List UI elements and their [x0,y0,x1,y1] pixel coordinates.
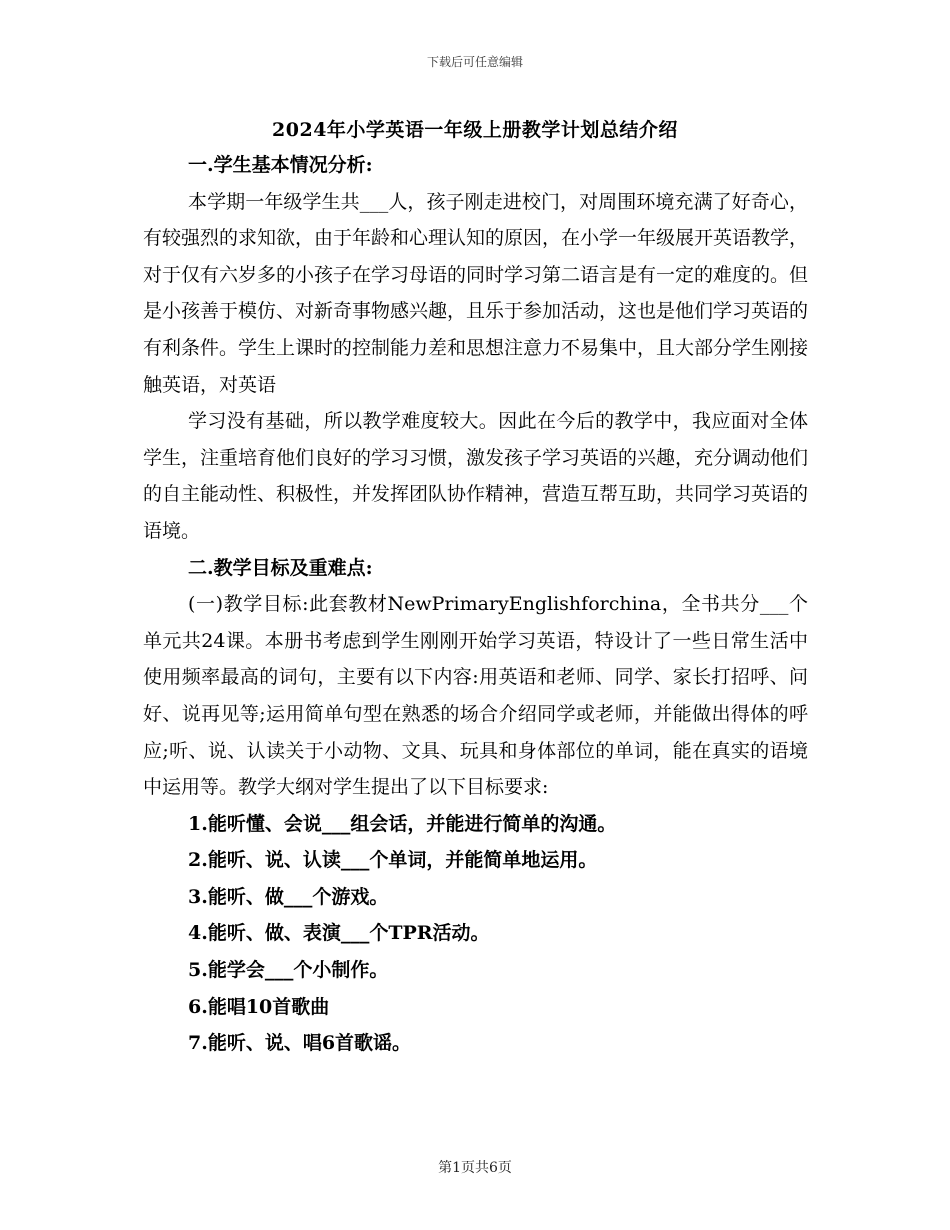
document-title: 2024年小学英语一年级上册教学计划总结介绍 [272,119,678,141]
list-item: 1.能听懂、会说___组会话，并能进行简单的沟通。 [188,812,617,835]
goals-list [143,806,808,1062]
list-item: 2.能听、说、认读___个单词，并能简单地运用。 [188,849,598,872]
page-footer: 第1页共6页 [438,1160,512,1176]
list-item: 4.能听、做、表演___个TPR活动。 [188,922,490,945]
paragraph-student-analysis-1: 本学期一年级学生共___人，孩子刚走进校门，对周围环境充满了好奇心，有较强烈的求知欲，由于年龄和心理认知的原因，在小学一年级展开英语教学，对于仅有六岁多的小孩子在学习母语的同时学习第二语言是有一定的难度的。但是小孩善于模仿、对新奇事物感兴趣，且乐于参加活动，这也是他们学习英语的有利条件。学生上课时的控制能力差和思想注意力不易集中，且大部分学生刚接触英语，对英语 [143,190,809,396]
list-item: 7.能听、说、唱6首歌谣。 [188,1032,412,1055]
section-heading-student-analysis: 一.学生基本情况分析: [188,154,373,176]
section-heading-teaching-goals: 二.教学目标及重难点: [188,556,373,579]
document-body [143,147,808,1062]
list-item: 5.能学会___个小制作。 [188,959,389,982]
paragraph-teaching-goals: (一)教学目标:此套教材NewPrimaryEnglishforchina，全书共分___个单元共24课。本册书考虑到学生刚刚开始学习英语，特设计了一些日常生活中使用频率最高的词句，主要有以下内容:用英语和老师、同学、家长打招呼、问好、说再见等;运用简单句型在熟悉的场合介绍同学或老师，并能做出得体的呼应;听、说、认读关于小动物、文具、玩具和身体部位的单词，能在真实的语境中运用等。教学大纲对学生提出了以下目标要求: [143,593,808,799]
list-item: 6.能唱10首歌曲 [188,995,330,1018]
list-item: 3.能听、做___个游戏。 [188,885,389,908]
paragraph-student-analysis-2: 学习没有基础，所以教学难度较大。因此在今后的教学中，我应面对全体学生，注重培育他们良好的学习习惯，激发孩子学习英语的兴趣，充分调动他们的自主能动性、积极性，并发挥团队协作精神，营造互帮互助，共同学习英语的语境。 [143,410,809,542]
header-note: 下载后可任意编辑 [426,55,523,69]
